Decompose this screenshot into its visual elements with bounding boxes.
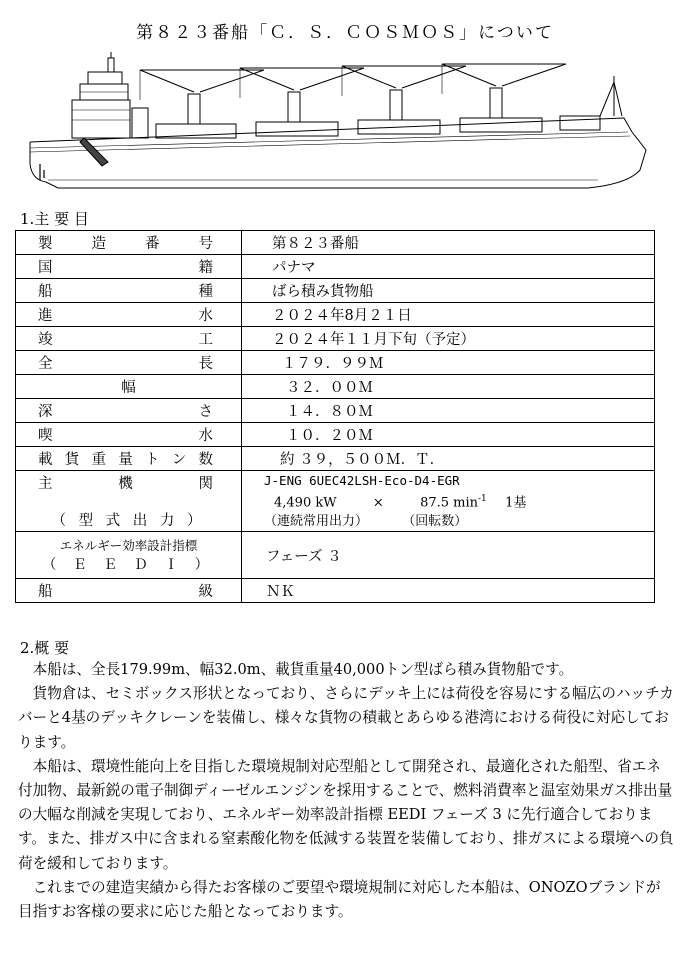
spec-value: パナマ: [242, 255, 655, 279]
table-row: 深 さ １４．８０Ｍ: [16, 399, 655, 423]
table-row-eedi: エネルギー効率設計指標 （ Ｅ Ｅ Ｄ Ｉ ） フェーズ ３: [16, 532, 655, 579]
overview-paragraph: 貨物倉は、セミボックス形状となっており、さらにデッキ上には荷役を容易にする幅広のハッチカバーと4基のデッキクレーンを装備し、様々な貨物の積載とあらゆる港湾における荷役に対応しております。: [18, 685, 674, 751]
spec-value: 第８２３番船: [242, 231, 655, 255]
spec-value: １７９．９９Ｍ: [242, 351, 655, 375]
table-row: 船 種 ばら積み貨物船: [16, 279, 655, 303]
spec-value: ３２．００Ｍ: [242, 375, 655, 399]
table-row: 全 長 １７９．９９Ｍ: [16, 351, 655, 375]
table-row: 幅 ３２．００Ｍ: [16, 375, 655, 399]
table-row: 進 水 ２０２４年8月２１日: [16, 303, 655, 327]
overview-paragraph: 本船は、環境性能向上を目指した環境規制対応型船として開発され、最適化された船型、省エネ付加物、最新鋭の電子制御ディーゼルエンジンを採用することで、燃料消費率と温室効果ガス排出量の大幅な削減を実現しており、エネルギー効率設計指標 EEDI フェーズ 3 に先行適合しております。また、排ガス中に含まれる窒素酸化物を低減する装置を装備しており、排ガスによる環境への負荷を緩和しております。: [18, 757, 674, 872]
engine-output: 4,490 kW × 87.5 $\min^{-1} 1$基: [274, 494, 527, 511]
spec-value: ２０２４年8月２１日: [242, 303, 655, 327]
table-row-engine: 主 機 関 （ 型 式 出 力 ） J-ENG 6UEC42LSH-Eco-D4-EGR 4,490 kW × 87.5 $\min^{-1} 1$基 （連続常用出力） （回転数）: [16, 471, 655, 532]
section-heading-overview: 2.概 要: [20, 639, 70, 657]
overview-paragraph: 本船は、全長179.99m、幅32.0m、載貨重量40,000トン型ばら積み貨物船です。: [32, 661, 574, 678]
engine-notes: （連続常用出力） （回転数）: [264, 514, 468, 530]
spec-value: ＮＫ: [242, 579, 655, 603]
spec-value: １０．２０Ｍ: [242, 423, 655, 447]
spec-table: [15, 230, 655, 603]
section-heading-specs: 1.主 要 目: [20, 210, 89, 228]
table-row: 国 籍 パナマ: [16, 255, 655, 279]
engine-model: J-ENG 6UEC42LSH-Eco-D4-EGR: [264, 473, 460, 488]
table-row: 製 造 番 号 第８２３番船: [16, 231, 655, 255]
table-row: 船 級 ＮＫ: [16, 579, 655, 603]
spec-value: １４．８０Ｍ: [242, 399, 655, 423]
overview-text: [18, 658, 674, 924]
page-title: 第８２３番船「Ｃ．Ｓ．ＣＯＳＭＯＳ」について: [136, 23, 554, 43]
spec-value: ２０２４年１１月下旬（予定）: [242, 327, 655, 351]
table-row: 竣 工 ２０２４年１１月下旬（予定）: [16, 327, 655, 351]
spec-value: 約 ３９，５００Ｍ．Ｔ．: [242, 447, 655, 471]
ship-profile-drawing: [28, 52, 662, 202]
table-row: 喫 水 １０．２０Ｍ: [16, 423, 655, 447]
spec-value: フェーズ ３: [242, 532, 655, 579]
table-row: 載 貨 重 量 ト ン 数 約 ３９，５００Ｍ．Ｔ．: [16, 447, 655, 471]
spec-value: ばら積み貨物船: [242, 279, 655, 303]
overview-paragraph: これまでの建造実績から得たお客様のご要望や環境規制に対応した本船は、ONOZOブランドが目指すお客様の要求に応じた船となっております。: [18, 878, 661, 921]
